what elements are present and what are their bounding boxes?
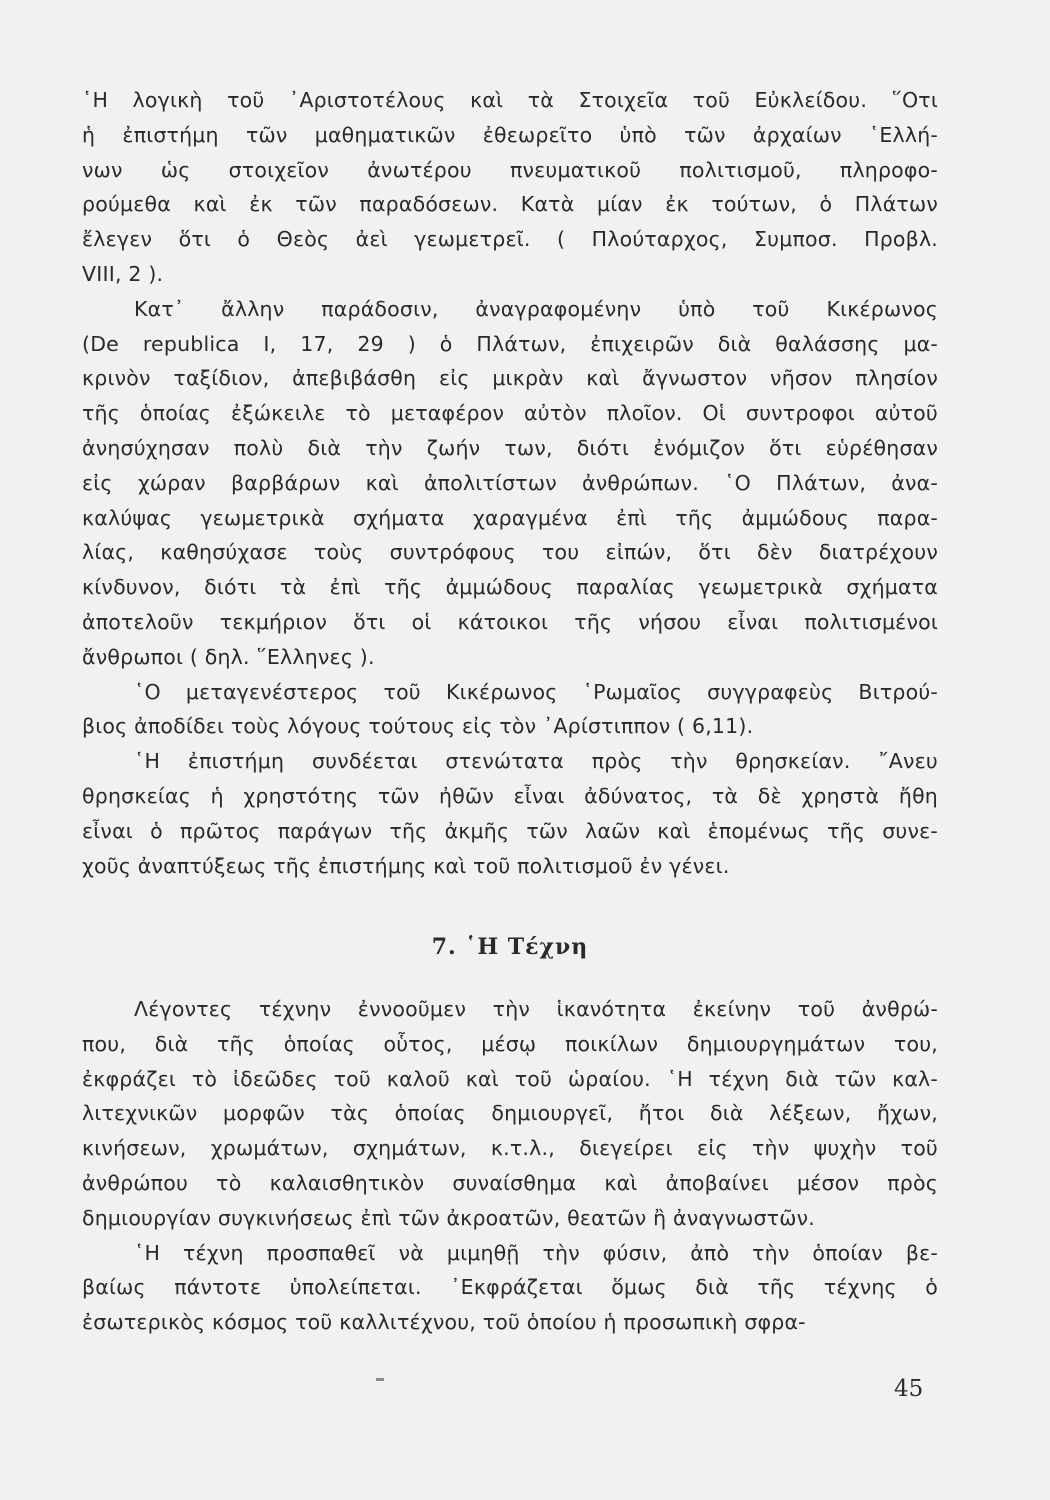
text-line: ἀνθρώπου τὸ καλαισθητικὸν συναίσθημα καὶ ἀποβαίνει μέσον πρὸς [82,1170,938,1195]
text-line: ῾Η λογικὴ τοῦ ᾿Αριστοτέλους καὶ τὰ Στοιχεῖα τοῦ Εὐκλείδου. ῞Οτι [82,88,938,112]
text-line: λίας, καθησύχασε τοὺς συντρόφους του εἰπών, ὅτι δὲν διατρέχουν [82,540,938,565]
text-line: ἐκφράζει τὸ ἰδεῶδες τοῦ καλοῦ καὶ τοῦ ὡραίου. ῾Η τέχνη διὰ τῶν καλ- [82,1066,938,1091]
paragraph [82,744,938,883]
text-line: ἡ ἐπιστήμη τῶν μαθηματικῶν ἐθεωρεῖτο ὑπὸ τῶν ἀρχαίων ῾Ελλή- [82,122,938,147]
text-line: δημιουργίαν συγκινήσεως ἐπὶ τῶν ἀκροατῶν, θεατῶν ἢ ἀναγνωστῶν. [82,1205,815,1230]
text-line: εἶναι ὁ πρῶτος παράγων τῆς ἀκμῆς τῶν λαῶν καὶ ἑπομένως τῆς συνε- [82,818,938,843]
text-line: (De republica I, 17, 29 ) ὁ Πλάτων, ἐπιχειρῶν διὰ θαλάσσης μα- [82,331,938,356]
text-line: τῆς ὁποίας ἐξώκειλε τὸ μεταφέρον αὐτὸν πλοῖον. Οἱ συντροφοι αὐτοῦ [82,401,938,426]
text-line: Κατ᾿ ἄλλην παράδοσιν, ἀναγραφομένην ὑπὸ τοῦ Κικέρωνος [134,296,938,321]
paragraph [82,1236,938,1340]
text-line: ρούμεθα καὶ ἐκ τῶν παραδόσεων. Κατὰ μίαν ἐκ τούτων, ὁ Πλάτων [82,192,938,217]
text-line: ἀνησύχησαν πολὺ διὰ τὴν ζωήν των, διότι ἐνόμιζον ὅτι εὑρέθησαν [82,435,938,460]
text-line: κρινὸν ταξίδιον, ἀπεβιβάσθη εἰς μικρὰν καὶ ἄγνωστον νῆσον πλησίον [82,366,938,391]
text-line: κινήσεων, χρωμάτων, σχημάτων, κ.τ.λ., διεγείρει εἰς τὴν ψυχὴν τοῦ [82,1136,938,1161]
text-line: ἐσωτερικὸς κόσμος τοῦ καλλιτέχνου, τοῦ ὁποίου ἡ προσωπικὴ σφρα- [82,1310,806,1335]
text-line: ῾Η ἐπιστήμη συνδέεται στενώτατα πρὸς τὴν θρησκείαν. ῎Ανευ [134,749,938,774]
text-line: που, διὰ τῆς ὁποίας οὗτος, μέσῳ ποικίλων δημιουργημάτων του, [82,1031,938,1056]
text-line: ἀποτελοῦν τεκμήριον ὅτι οἱ κάτοικοι τῆς νήσου εἶναι πολιτισμένοι [82,609,938,634]
page-body [82,83,938,1335]
text-line: καλύψας γεωμετρικὰ σχήματα χαραγμένα ἐπὶ τῆς ἀμμώδους παρα- [82,505,938,530]
text-line: ῾Η τέχνη προσπαθεῖ νὰ μιμηθῇ τὴν φύσιν, ἀπὸ τὴν ὁποίαν βε- [134,1240,938,1265]
page-number: 45 [894,1376,924,1402]
text-line: θρησκείας ἡ χρηστότης τῶν ἠθῶν εἶναι ἀδύνατος, τὰ δὲ χρηστὰ ἤθη [82,783,938,808]
text-line: λιτεχνικῶν μορφῶν τὰς ὁποίας δημιουργεῖ, ἤτοι διὰ λέξεων, ἤχων, [82,1101,938,1126]
text-line: εἰς χώραν βαρβάρων καὶ ἀπολιτίστων ἀνθρώπων. ῾Ο Πλάτων, ἀνα- [82,470,938,495]
text-line: κίνδυνον, διότι τὰ ἐπὶ τῆς ἀμμώδους παραλίας γεωμετρικὰ σχήματα [82,575,938,600]
text-line: βιος ἀποδίδει τοὺς λόγους τούτους εἰς τὸν ᾿Αρίστιππον ( 6,11). [82,714,754,739]
text-line: ἄνθρωποι ( δηλ. ῞Ελληνες ). [82,644,375,669]
paragraph [82,675,938,745]
paragraph [82,83,938,292]
paragraph [82,992,938,1236]
text-line: VIII, 2 ). [82,261,164,286]
print-mark [376,1378,384,1381]
text-line: ἔλεγεν ὅτι ὁ Θεὸς ἀεὶ γεωμετρεῖ. ( Πλούταρχος, Συμποσ. Προβλ. [82,227,938,252]
text-section-top [82,83,938,883]
text-line: Λέγοντες τέχνην ἐννοοῦμεν τὴν ἱκανότητα ἐκείνην τοῦ ἀνθρώ- [134,997,938,1021]
paragraph [82,292,938,675]
text-line: βαίως πάντοτε ὑπολείπεται. ᾿Εκφράζεται ὅμως διὰ τῆς τέχνης ὁ [82,1275,938,1300]
text-line: νων ὡς στοιχεῖον ἀνωτέρου πνευματικοῦ πολιτισμοῦ, πληροφο- [82,157,938,182]
section-heading: 7. ῾Η Τέχνη [431,934,589,960]
text-line: χοῦς ἀναπτύξεως τῆς ἐπιστήμης καὶ τοῦ πολιτισμοῦ ἐν γένει. [82,853,730,878]
text-line: ῾Ο μεταγενέστερος τοῦ Κικέρωνος ῾Ρωμαῖος συγγραφεὺς Βιτρού- [134,679,938,704]
text-section-bottom [82,992,938,1340]
